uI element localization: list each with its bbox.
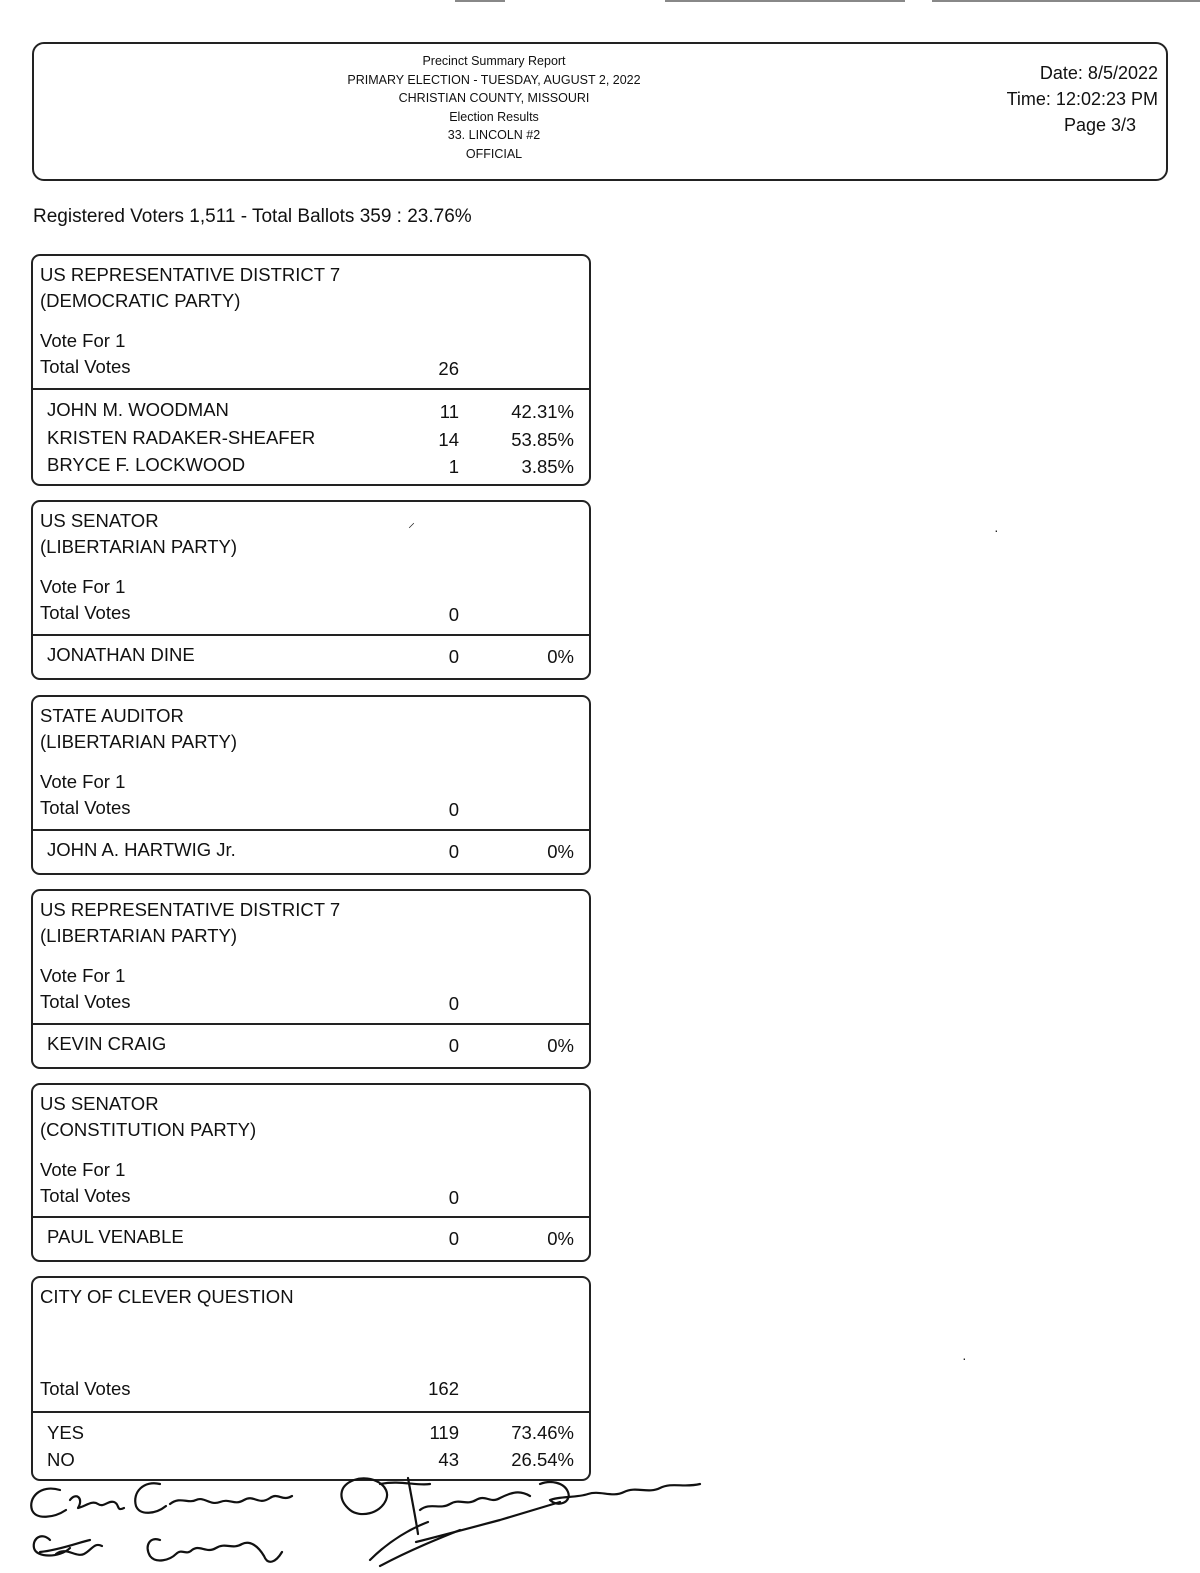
race-box: [31, 695, 591, 875]
total-votes-value: 0: [448, 993, 459, 1014]
county-name: CHRISTIAN COUNTY, MISSOURI: [398, 91, 590, 105]
race-box: [31, 500, 591, 680]
candidate-votes: 0: [448, 1228, 459, 1249]
vote-for-label: Vote For 1: [40, 965, 126, 986]
scan-speck: ·: [994, 522, 999, 538]
candidate-name: KEVIN CRAIG: [47, 1033, 167, 1054]
vote-for-label: Vote For 1: [40, 1159, 126, 1180]
page-number: Page 3/3: [1063, 115, 1136, 135]
race-party: (DEMOCRATIC PARTY): [40, 290, 241, 311]
candidate-name: NO: [47, 1449, 75, 1470]
scan-mark: [932, 0, 1200, 2]
race-party: (LIBERTARIAN PARTY): [40, 731, 238, 752]
race-title: US SENATOR: [40, 510, 159, 531]
scan-speck: ⸝: [408, 514, 415, 530]
report-title: Precinct Summary Report: [422, 54, 566, 68]
report-date: Date: 8/5/2022: [1039, 63, 1158, 83]
total-votes-label: Total Votes: [40, 602, 131, 623]
scan-mark: [665, 0, 905, 2]
signature-mark: [31, 1489, 66, 1517]
total-votes-label: Total Votes: [40, 991, 131, 1012]
total-votes-value: 26: [438, 358, 459, 379]
vote-for-label: Vote For 1: [40, 771, 126, 792]
candidate-percent: 26.54%: [511, 1449, 574, 1470]
candidate-percent: 3.85%: [521, 456, 574, 477]
signature-mark: [70, 1496, 124, 1509]
candidate-percent: 42.31%: [511, 401, 574, 422]
signature-mark: [416, 1502, 560, 1542]
candidate-percent: 0%: [547, 646, 574, 667]
candidate-votes: 14: [438, 429, 459, 450]
signature-mark: [370, 1522, 460, 1566]
total-votes-value: 162: [428, 1378, 459, 1399]
report-time: Time: 12:02:23 PM: [1006, 89, 1158, 109]
candidate-votes: 0: [448, 646, 459, 667]
total-votes-value: 0: [448, 799, 459, 820]
total-votes-value: 0: [448, 604, 459, 625]
report-meta: [1007, 60, 1158, 138]
candidate-votes: 43: [438, 1449, 459, 1470]
vote-for-label: Vote For 1: [40, 576, 126, 597]
report-header: [32, 42, 1168, 181]
signature-mark: [380, 1478, 430, 1534]
total-votes-label: Total Votes: [40, 356, 131, 377]
race-title: STATE AUDITOR: [40, 705, 184, 726]
candidate-percent: 53.85%: [511, 429, 574, 450]
scan-mark: [455, 0, 505, 2]
race-title: CITY OF CLEVER QUESTION: [40, 1286, 294, 1307]
signature-mark: [540, 1482, 700, 1504]
signature-mark: [170, 1496, 292, 1504]
signature-mark: [34, 1536, 90, 1555]
candidate-votes: 119: [429, 1422, 459, 1443]
candidate-percent: 0%: [547, 1035, 574, 1056]
vote-for-label: Vote For 1: [40, 330, 126, 351]
signatures: [20, 1470, 720, 1573]
signature-mark: [148, 1539, 282, 1562]
scan-speck: ·: [962, 1350, 967, 1366]
candidate-percent: 73.46%: [511, 1422, 574, 1443]
candidate-percent: 0%: [547, 1228, 574, 1249]
signature-mark: [420, 1492, 530, 1510]
candidate-name: KRISTEN RADAKER-SHEAFER: [47, 427, 316, 448]
race-party: (LIBERTARIAN PARTY): [40, 536, 238, 557]
candidate-votes: 1: [448, 456, 459, 477]
race-box: [31, 1276, 591, 1481]
candidate-name: JONATHAN DINE: [47, 644, 195, 665]
candidate-name: YES: [47, 1422, 85, 1443]
report-header-center: [334, 52, 654, 163]
election-name: PRIMARY ELECTION - TUESDAY, AUGUST 2, 2022: [347, 72, 641, 87]
report-status: OFFICIAL: [465, 146, 523, 161]
candidate-votes: 0: [448, 1035, 459, 1056]
signature-mark: [135, 1483, 166, 1513]
candidate-votes: 11: [439, 401, 459, 422]
race-title: US SENATOR: [40, 1093, 159, 1114]
race-party: (CONSTITUTION PARTY): [40, 1119, 257, 1140]
report-subtitle: Election Results: [449, 109, 539, 124]
total-votes-value: 0: [448, 1187, 459, 1208]
race-title: US REPRESENTATIVE DISTRICT 7: [40, 264, 341, 285]
candidate-percent: 0%: [547, 841, 574, 862]
precinct-name: 33. LINCOLN #2: [447, 128, 541, 142]
candidate-name: JOHN A. HARTWIG Jr.: [47, 839, 236, 860]
race-box: [31, 1083, 591, 1262]
candidate-name: JOHN M. WOODMAN: [47, 399, 229, 420]
candidate-name: PAUL VENABLE: [47, 1226, 184, 1247]
turnout-summary: Registered Voters 1,511 - Total Ballots 359 : 23.76%: [33, 206, 472, 227]
race-box: [31, 889, 591, 1069]
total-votes-label: Total Votes: [40, 1378, 131, 1399]
race-party: (LIBERTARIAN PARTY): [40, 925, 238, 946]
total-votes-label: Total Votes: [40, 797, 131, 818]
candidate-votes: 0: [448, 841, 459, 862]
race-box: [31, 254, 591, 486]
candidate-name: BRYCE F. LOCKWOOD: [47, 454, 246, 475]
total-votes-label: Total Votes: [40, 1185, 131, 1206]
race-title: US REPRESENTATIVE DISTRICT 7: [40, 899, 341, 920]
